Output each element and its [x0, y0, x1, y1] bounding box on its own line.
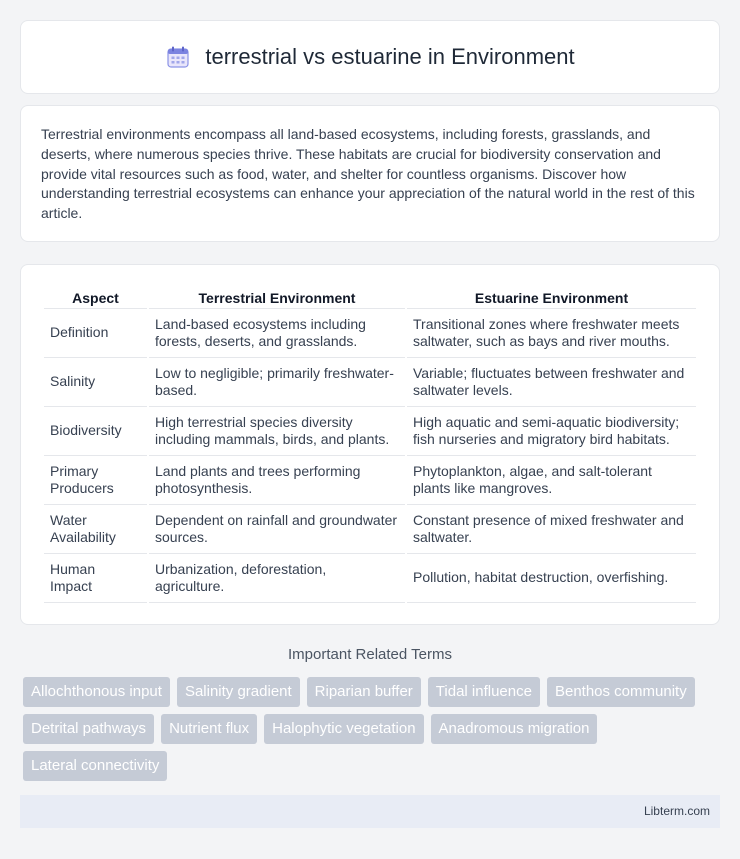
term-tag[interactable]: Anadromous migration — [431, 714, 598, 744]
header-aspect: Aspect — [44, 285, 147, 309]
term-tag[interactable]: Nutrient flux — [161, 714, 257, 744]
header-estuarine: Estuarine Environment — [407, 285, 696, 309]
term-tag[interactable]: Halophytic vegetation — [264, 714, 423, 744]
row-aspect: Primary Producers — [44, 456, 147, 505]
row-aspect: Salinity — [44, 358, 147, 407]
term-tag[interactable]: Lateral connectivity — [23, 751, 167, 781]
term-tag[interactable]: Riparian buffer — [307, 677, 421, 707]
row-estuarine: Constant presence of mixed freshwater and saltwater. — [407, 505, 696, 554]
row-estuarine: High aquatic and semi-aquatic biodiversity; fish nurseries and migratory bird habitats. — [407, 407, 696, 456]
row-terrestrial: Land plants and trees performing photosynthesis. — [149, 456, 405, 505]
term-tag[interactable]: Detrital pathways — [23, 714, 154, 744]
footer-site-link[interactable]: Libterm.com — [643, 804, 710, 818]
row-estuarine: Variable; fluctuates between freshwater and saltwater levels. — [407, 358, 696, 407]
row-aspect: Human Impact — [44, 554, 147, 603]
footer — [20, 795, 720, 828]
table-row — [44, 554, 696, 603]
row-terrestrial: Dependent on rainfall and groundwater sources. — [149, 505, 405, 554]
table-header-row — [44, 285, 696, 309]
term-tag[interactable]: Tidal influence — [428, 677, 540, 707]
page-title: terrestrial vs estuarine in Environment — [205, 44, 575, 69]
row-terrestrial: Low to negligible; primarily freshwater-based. — [149, 358, 405, 407]
header-terrestrial: Terrestrial Environment — [149, 285, 405, 309]
row-estuarine: Pollution, habitat destruction, overfishing. — [407, 554, 696, 603]
calendar-icon — [165, 44, 191, 70]
table-row — [44, 456, 696, 505]
intro-text: Terrestrial environments encompass all land-based ecosystems, including forests, grasslands, and deserts, where numerous species thrive. These habitats are crucial for biodiversity conservation and provide vital resources such as food, water, and shelter for countless organisms. Discover how understanding terrestrial ecosystems can enhance your appreciation of the natural world in the rest of this article. — [41, 126, 695, 222]
table-row — [44, 358, 696, 407]
table-row — [44, 309, 696, 358]
row-aspect: Biodiversity — [44, 407, 147, 456]
intro-card — [20, 105, 720, 242]
related-terms-list — [23, 677, 723, 781]
row-terrestrial: Land-based ecosystems including forests, deserts, and grasslands. — [149, 309, 405, 358]
term-tag[interactable]: Benthos community — [547, 677, 695, 707]
comparison-table — [42, 285, 698, 603]
table-row — [44, 407, 696, 456]
row-estuarine: Phytoplankton, algae, and salt-tolerant plants like mangroves. — [407, 456, 696, 505]
row-aspect: Water Availability — [44, 505, 147, 554]
header-card — [20, 20, 720, 94]
related-terms-title: Important Related Terms — [288, 646, 452, 663]
row-estuarine: Transitional zones where freshwater meets saltwater, such as bays and river mouths. — [407, 309, 696, 358]
term-tag[interactable]: Salinity gradient — [177, 677, 300, 707]
term-tag[interactable]: Allochthonous input — [23, 677, 170, 707]
row-terrestrial: High terrestrial species diversity including mammals, birds, and plants. — [149, 407, 405, 456]
row-aspect: Definition — [44, 309, 147, 358]
comparison-card — [20, 264, 720, 625]
row-terrestrial: Urbanization, deforestation, agriculture. — [149, 554, 405, 603]
table-row — [44, 505, 696, 554]
